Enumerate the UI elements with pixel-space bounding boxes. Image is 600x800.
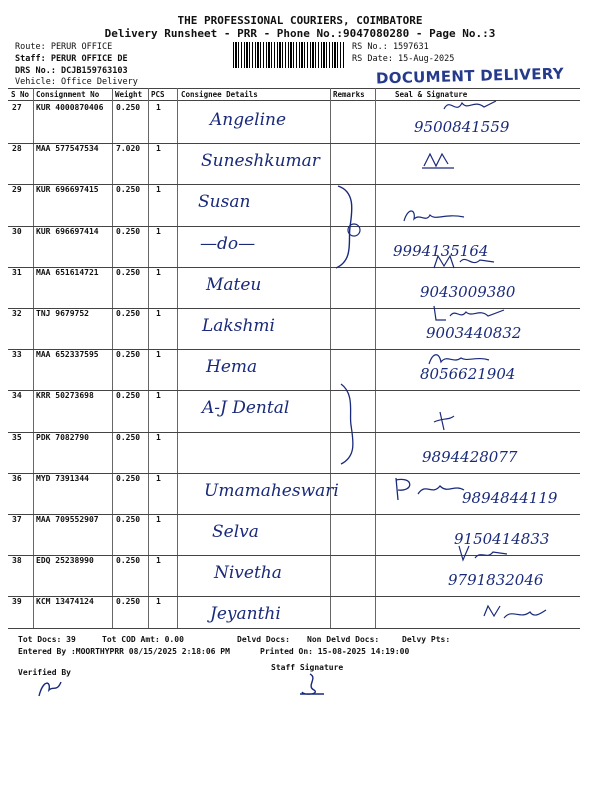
consignment-number: MAA 577547534 [36, 144, 99, 154]
runsheet-subtitle: Delivery Runsheet - PRR - Phone No.:9047080280 - Page No.:3 [104, 27, 496, 40]
signature-scribble [440, 95, 500, 117]
row-divider [8, 390, 580, 391]
column-header-pcs: PCS [151, 90, 165, 99]
consignment-number: KUR 696697414 [36, 226, 99, 236]
row-sno: 27 [12, 103, 22, 112]
column-divider [148, 88, 149, 628]
receiver-phone: 9894844119 [462, 488, 558, 507]
weight-value: 0.250 [116, 597, 141, 607]
total-docs: Tot Docs: 39 [18, 635, 76, 644]
consignee-name: Umamaheswari [204, 480, 339, 501]
column-divider [177, 88, 178, 628]
column-header-remarks: Remarks [333, 90, 365, 99]
column-divider [375, 88, 376, 628]
pieces-count: 1 [156, 103, 161, 112]
row-sno: 39 [12, 597, 22, 607]
signature-scribble [400, 205, 470, 227]
consignment-number: KUR 4000870406 [36, 103, 104, 112]
rs-date: RS Date: 15-Aug-2025 [352, 54, 455, 64]
receiver-phone: 9043009380 [420, 282, 516, 301]
receiver-phone: 9894428077 [422, 447, 518, 466]
weight-value: 0.250 [116, 515, 141, 524]
pieces-count: 1 [156, 597, 161, 607]
consignment-number: MYD 7391344 [36, 473, 89, 483]
row-sno: 33 [12, 350, 22, 360]
consignee-name: —do— [200, 233, 256, 254]
signature-scribble [425, 348, 495, 370]
consignment-number: PDK 7082790 [36, 432, 89, 442]
total-cod-amount: Tot COD Amt: 0.00 [102, 635, 184, 644]
consignee-name: Jeyanthi [210, 604, 281, 625]
consignment-number: KCM 13474124 [36, 597, 94, 607]
signature-scribble [430, 302, 510, 324]
receiver-phone: 9150414833 [454, 530, 550, 548]
pieces-count: 1 [156, 473, 161, 483]
row-sno: 31 [12, 267, 22, 277]
signature-scribble [455, 542, 515, 564]
weight-value: 0.250 [116, 473, 141, 483]
receiver-phone: 9003440832 [426, 324, 522, 342]
pieces-count: 1 [156, 226, 161, 236]
weight-value: 0.250 [116, 267, 141, 277]
table-top-border [8, 88, 580, 89]
pieces-count: 1 [156, 391, 161, 401]
consignment-number: EDQ 25238990 [36, 556, 94, 566]
delivered-docs: Delvd Docs: [237, 635, 290, 644]
barcode [233, 42, 345, 68]
company-title: THE PROFESSIONAL COURIERS, COIMBATORE [177, 14, 423, 27]
consignee-name: Mateu [206, 274, 262, 295]
pieces-count: 1 [156, 350, 161, 360]
consignee-name: Hema [206, 357, 258, 378]
row-sno: 35 [12, 432, 22, 442]
signature-scribble [388, 474, 488, 502]
weight-value: 0.250 [116, 350, 141, 360]
weight-value: 0.250 [116, 226, 141, 236]
pieces-count: 1 [156, 432, 161, 442]
signature-scribble [430, 408, 460, 438]
signature-scribble [480, 602, 550, 624]
receiver-phone: 8056621904 [420, 365, 516, 384]
row-divider [8, 596, 580, 597]
row-divider [8, 226, 580, 227]
pieces-count: 1 [156, 515, 161, 524]
signature-scribble [420, 150, 460, 172]
staff-signature-label: Staff Signature [271, 663, 344, 672]
vehicle-label: Vehicle: Office Delivery [15, 77, 138, 87]
row-sno: 37 [12, 515, 22, 524]
pieces-count: 1 [156, 556, 161, 566]
consignee-name: Suneshkumar [201, 151, 320, 172]
row-sno: 36 [12, 473, 22, 483]
receiver-phone: 9791832046 [448, 571, 544, 590]
verifier-signature [35, 676, 65, 700]
pieces-count: 1 [156, 185, 161, 195]
row-divider [8, 514, 580, 515]
row-sno: 32 [12, 309, 22, 318]
row-sno: 29 [12, 185, 22, 195]
consignment-number: MAA 651614721 [36, 267, 99, 277]
remarks-brace [335, 380, 365, 470]
verified-by-label: Verified By [18, 668, 71, 677]
row-divider [8, 143, 580, 144]
consignment-number: KUR 696697415 [36, 185, 99, 195]
row-sno: 30 [12, 226, 22, 236]
receiver-phone: 9500841559 [414, 118, 510, 136]
document-delivery-stamp: DOCUMENT DELIVERY [375, 64, 565, 88]
weight-value: 0.250 [116, 185, 141, 195]
non-delivered-docs: Non Delvd Docs: [307, 635, 380, 644]
pieces-count: 1 [156, 267, 161, 277]
row-sno: 38 [12, 556, 22, 566]
row-divider [8, 432, 580, 433]
weight-value: 0.250 [116, 432, 141, 442]
consignment-number: MAA 652337595 [36, 350, 99, 360]
consignee-name: Angeline [210, 110, 287, 130]
column-divider [33, 88, 34, 628]
delivery-points: Delvy Pts: [402, 635, 451, 644]
consignee-name: Lakshmi [202, 316, 275, 336]
entered-by: Entered By :MOORTHYPRR 08/15/2025 2:18:06 PM [18, 647, 230, 656]
column-header-consignee: Consignee Details [181, 90, 258, 99]
consignee-name: Susan [198, 192, 251, 213]
rs-number: RS No.: 1597631 [352, 42, 429, 52]
column-divider [330, 88, 331, 628]
receiver-phone: 9994135164 [393, 241, 489, 260]
staff-signature-mark [298, 672, 328, 698]
weight-value: 0.250 [116, 391, 141, 401]
column-header-consignment: Consignment No [36, 90, 100, 99]
row-divider [8, 184, 580, 185]
pieces-count: 1 [156, 309, 161, 318]
printed-on: Printed On: 15-08-2025 14:19:00 [260, 647, 410, 656]
column-header-sno: S No [11, 90, 30, 99]
drs-number: DRS No.: DCJB159763103 [15, 66, 128, 76]
remarks-brace [330, 182, 370, 272]
pieces-count: 1 [156, 144, 161, 154]
column-header-weight: Weight [115, 90, 143, 99]
column-header-seal-signature: Seal & Signature [395, 90, 468, 99]
consignment-number: KRR 50273698 [36, 391, 94, 401]
row-sno: 28 [12, 144, 22, 154]
consignee-name: Nivetha [214, 563, 282, 584]
signature-scribble [430, 250, 500, 274]
consignment-number: TNJ 9679752 [36, 309, 89, 318]
table-bottom-border [8, 628, 580, 629]
weight-value: 7.020 [116, 144, 141, 154]
weight-value: 0.250 [116, 556, 141, 566]
column-divider [112, 88, 113, 628]
consignee-name: A-J Dental [202, 398, 290, 419]
route-label: Route: PERUR OFFICE [15, 42, 113, 52]
staff-label: Staff: PERUR OFFICE DE [15, 54, 128, 64]
weight-value: 0.250 [116, 309, 141, 318]
row-sno: 34 [12, 391, 22, 401]
weight-value: 0.250 [116, 103, 141, 112]
consignment-number: MAA 709552907 [36, 515, 99, 524]
row-divider [8, 473, 580, 474]
consignee-name: Selva [212, 522, 259, 542]
